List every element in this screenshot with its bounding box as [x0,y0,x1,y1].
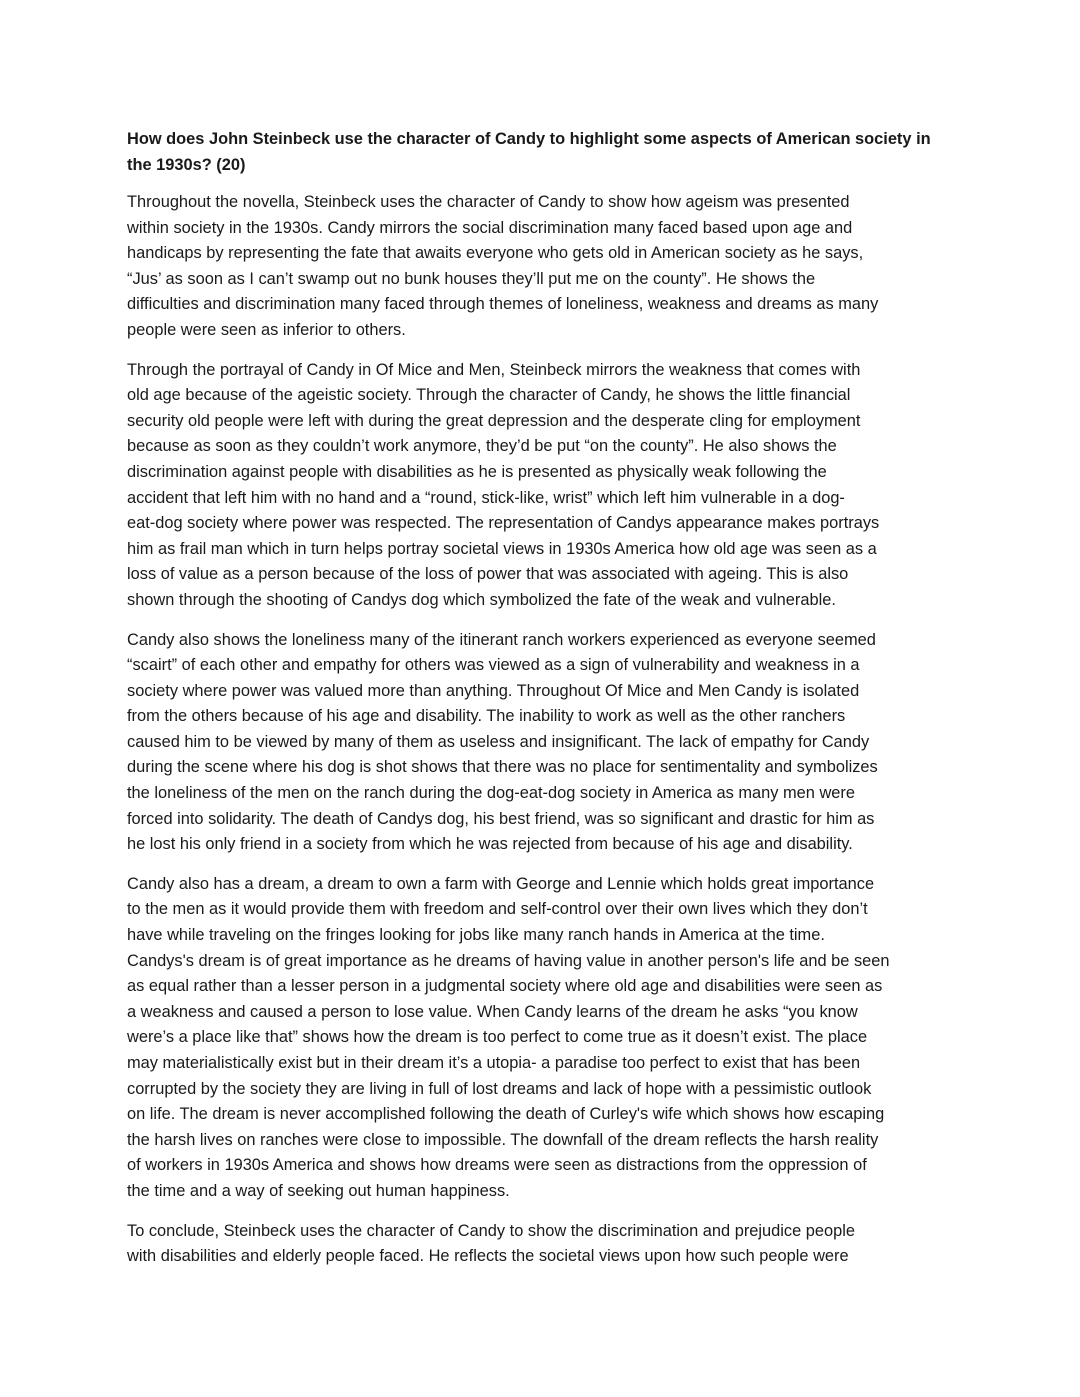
paragraph-line: of workers in 1930s America and shows how dreams were seen as distractions from the oppression of [127,1156,867,1175]
paragraph-line: have while traveling on the fringes looking for jobs like many ranch hands in America at the time. [127,926,825,945]
paragraph-conclusion [127,1219,957,1270]
paragraph-line: people were seen as inferior to others. [127,320,406,339]
paragraph-line: loss of value as a person because of the loss of power that was associated with ageing. This is also [127,565,849,584]
paragraph-line: the loneliness of the men on the ranch during the dog-eat-dog society in America as many men were [127,784,855,803]
paragraph-line: were’s a place like that” shows how the dream is too perfect to come true as it doesn’t exist. The place [127,1028,868,1047]
paragraph-line: Candy also shows the loneliness many of the itinerant ranch workers experienced as everyone seemed [127,630,876,649]
paragraph-line: on life. The dream is never accomplished following the death of Curley's wife which shows how escaping [127,1105,885,1124]
paragraph-line: Through the portrayal of Candy in Of Mice and Men, Steinbeck mirrors the weakness that comes with [127,360,861,379]
paragraph-line: the time and a way of seeking out human happiness. [127,1181,510,1200]
paragraph-line: with disabilities and elderly people faced. He reflects the societal views upon how such people were [127,1247,849,1266]
document-page [127,127,957,1284]
paragraph-line: within society in the 1930s. Candy mirrors the social discrimination many faced based upon age and [127,218,853,237]
essay-title-line: How does John Steinbeck use the character of Candy to highlight some aspects of American society in [127,130,931,148]
paragraph-line: may materialistically exist but in their dream it’s a utopia- a paradise too perfect to exist that has been [127,1054,861,1072]
paragraph-line: he lost his only friend in a society from which he was rejected from because of his age and disability. [127,835,853,854]
paragraph-line: Throughout the novella, Steinbeck uses the character of Candy to show how ageism was presented [127,193,850,211]
paragraph-line: old age because of the ageistic society. Through the character of Candy, he shows the little financial [127,386,851,405]
paragraph-line: as equal rather than a lesser person in a judgmental society where old age and disabilities were seen as [127,977,883,996]
paragraph-line: a weakness and caused a person to lose value. When Candy learns of the dream he asks “you know [127,1002,858,1021]
paragraph-dream [127,872,957,1205]
paragraph-line: society where power was valued more than anything. Throughout Of Mice and Men Candy is isolated [127,681,860,700]
essay-title-line: the 1930s? (20) [127,155,246,174]
paragraph-line: eat-dog society where power was respected. The representation of Candys appearance makes portrays [127,514,880,533]
paragraph-line: difficulties and discrimination many faced through themes of loneliness, weakness and dreams as many [127,295,879,314]
paragraph-weakness [127,358,957,614]
paragraph-line: “Jus’ as soon as I can’t swamp out no bunk houses they’ll put me on the county”. He shows the [127,269,816,288]
paragraph-loneliness [127,628,957,858]
paragraph-line: to the men as it would provide them with freedom and self-control over their own lives which they don’t [127,900,868,919]
paragraph-line: handicaps by representing the fate that awaits everyone who gets old in American society as he says, [127,244,864,263]
paragraph-line: forced into solidarity. The death of Candys dog, his best friend, was so significant and drastic for him as [127,809,875,828]
essay-title [127,127,957,178]
paragraph-line: discrimination against people with disabilities as he is presented as physically weak following the [127,462,827,481]
paragraph-line: caused him to be viewed by many of them as useless and insignificant. The lack of empathy for Candy [127,732,870,751]
paragraph-line: To conclude, Steinbeck uses the character of Candy to show the discrimination and prejudice people [127,1221,855,1240]
paragraph-line: accident that left him with no hand and a “round, stick-like, wrist” which left him vulnerable in a dog- [127,488,845,507]
paragraph-line: during the scene where his dog is shot shows that there was no place for sentimentality and symbolizes [127,758,878,777]
paragraph-line: corrupted by the society they are living in full of lost dreams and lack of hope with a pessimistic outlook [127,1079,872,1098]
paragraph-line: Candy also has a dream, a dream to own a farm with George and Lennie which holds great importance [127,874,875,893]
paragraph-line: security old people were left with during the great depression and the desperate cling for employment [127,411,861,430]
paragraph-line: “scairt” of each other and empathy for others was viewed as a sign of vulnerability and weakness in a [127,656,860,675]
paragraph-line: the harsh lives on ranches were close to impossible. The downfall of the dream reflects the harsh reality [127,1130,879,1149]
paragraph-line: from the others because of his age and disability. The inability to work as well as the other ranchers [127,707,846,726]
paragraph-intro [127,190,957,344]
paragraph-line: shown through the shooting of Candys dog which symbolized the fate of the weak and vulnerable. [127,590,836,609]
paragraph-line: him as frail man which in turn helps portray societal views in 1930s America how old age was seen as a [127,539,877,558]
paragraph-line: because as soon as they couldn’t work anymore, they’d be put “on the county”. He also shows the [127,437,837,456]
paragraph-line: Candys's dream is of great importance as he dreams of having value in another person's life and be seen [127,951,890,970]
